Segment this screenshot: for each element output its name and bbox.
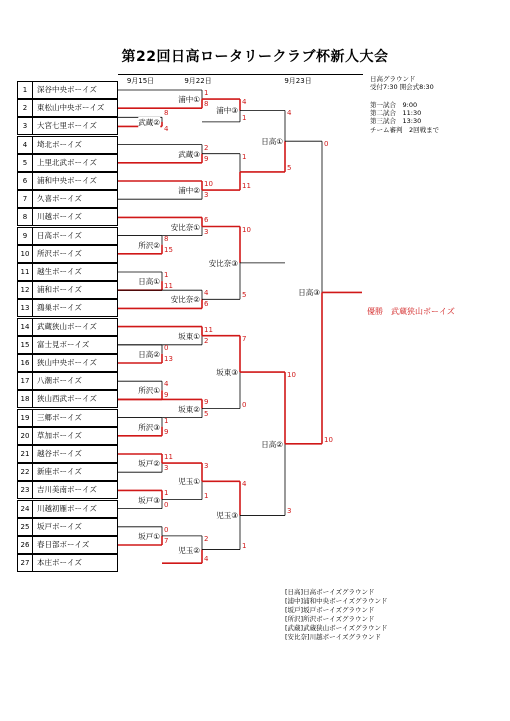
team-name: 新座ボーイズ: [37, 467, 82, 477]
team-number: 12: [18, 282, 33, 298]
page-title: 第22回日高ロータリークラブ杯新人大会: [121, 49, 389, 65]
team-name: 草加ボーイズ: [37, 430, 82, 440]
score-bottom: 1: [242, 113, 247, 122]
venue-label: 坂戸③: [138, 495, 160, 505]
team-name: 日高ボーイズ: [37, 230, 82, 240]
team-number: 26: [18, 537, 33, 553]
score-top: 4: [242, 98, 247, 107]
venue-label: 浦中③: [216, 106, 238, 116]
team-row: [17, 117, 118, 135]
venue-label: 日高①: [261, 137, 283, 147]
team-row: [17, 81, 118, 99]
team-number: 13: [18, 300, 33, 316]
team-name: 埼北ボーイズ: [37, 139, 82, 149]
score-bottom: 3: [164, 464, 169, 473]
score-top: 1: [164, 416, 169, 425]
team-name: 東松山中央ボーイズ: [37, 103, 105, 113]
score-top: 7: [242, 334, 247, 343]
score-top: 2: [204, 143, 209, 152]
team-name: 浦和中央ボーイズ: [37, 176, 97, 185]
venue-label: 浦中②: [178, 186, 200, 196]
team-number: 21: [18, 446, 33, 462]
score-top: 8: [164, 234, 169, 243]
team-row: [17, 208, 118, 226]
score-top: 1: [204, 89, 209, 97]
round-date-2: 9月22日: [184, 77, 212, 85]
score-bottom: 7: [164, 537, 169, 545]
score-bottom: 5: [287, 163, 292, 172]
team-number: 14: [18, 319, 33, 335]
score-bottom: 1: [242, 541, 247, 550]
score-bottom: 2: [204, 336, 209, 345]
team-number: 16: [18, 355, 33, 371]
info-reception: 受付7:30 開会式8:30: [370, 83, 434, 91]
venue-label: 児玉①: [178, 477, 200, 487]
team-row: [17, 372, 118, 390]
venue-label: 坂戸②: [138, 459, 160, 469]
score-top: 10: [242, 225, 251, 234]
team-name: 春日部ボーイズ: [37, 540, 90, 549]
team-number: 18: [18, 391, 33, 407]
score-top: 1: [242, 152, 247, 161]
venue-label: 安比奈③: [208, 258, 238, 268]
team-number: 9: [18, 228, 33, 244]
score-top: 2: [204, 534, 209, 543]
venue-label: 児玉②: [178, 545, 200, 555]
team-number: 23: [18, 482, 33, 498]
team-name: 坂戸ボーイズ: [37, 521, 82, 531]
score-bottom: 8: [204, 100, 209, 109]
info-schedule-4: チーム審判 2回戦まで: [370, 126, 440, 134]
team-number: 5: [18, 155, 33, 171]
team-row: [17, 172, 118, 190]
venue-label: 武蔵②: [138, 117, 160, 127]
score-bottom: 13: [164, 355, 173, 363]
score-bottom: 3: [204, 191, 209, 200]
team-number: 19: [18, 410, 33, 426]
info-schedule-1: 第一試合 9:00: [370, 101, 418, 109]
team-name: 八潮ボーイズ: [37, 376, 82, 386]
score-bottom: 5: [204, 409, 209, 418]
team-row: [17, 263, 118, 281]
team-row: [17, 318, 118, 336]
venue-label: 日高③: [298, 288, 320, 298]
venue-label: 日高②: [138, 349, 160, 359]
score-top: 0: [164, 343, 169, 352]
round-date-3: 9月23日: [284, 77, 312, 85]
team-name: 所沢ボーイズ: [37, 248, 82, 258]
venue-label: 坂東①: [178, 331, 200, 341]
team-number: 10: [18, 246, 33, 262]
venue-label: 安比奈①: [170, 222, 200, 232]
team-row: [17, 463, 118, 481]
team-row: [17, 390, 118, 408]
team-name: 久喜ボーイズ: [37, 194, 82, 204]
venue-label: 日高①: [138, 277, 160, 287]
team-number: 1: [18, 82, 33, 98]
score-bottom: 5: [242, 291, 247, 300]
team-name: 大宮七里ボーイズ: [37, 121, 97, 131]
team-name: 川越初雁ボーイズ: [37, 503, 97, 513]
score-top: 4: [164, 125, 169, 134]
score-bottom: 1: [204, 491, 209, 500]
team-number: 7: [18, 191, 33, 207]
score-bottom: 15: [164, 245, 173, 254]
champion-label: 優勝 武蔵狭山ボーイズ: [367, 307, 455, 316]
score-top: 0: [324, 140, 329, 149]
legend-item: [所沢]所沢ボーイズグラウンド: [285, 615, 375, 623]
venue-label: 日高②: [261, 439, 283, 449]
team-name: 武蔵狭山ボーイズ: [37, 321, 97, 331]
score-bottom: 3: [287, 507, 292, 516]
team-row: [17, 481, 118, 499]
score-bottom: 11: [242, 182, 251, 191]
team-number: 22: [18, 464, 33, 480]
team-name: 富士見ボーイズ: [37, 339, 90, 349]
score-top: 4: [287, 109, 292, 118]
team-row: [17, 154, 118, 172]
score-top: 9: [204, 398, 209, 407]
team-number: 15: [18, 337, 33, 353]
team-number: 4: [18, 137, 33, 153]
venue-label: 坂東③: [216, 368, 238, 378]
team-name: 越谷ボーイズ: [37, 449, 82, 458]
legend-item: [日高]日高ボーイズグラウンド: [285, 588, 375, 596]
team-number: 11: [18, 264, 33, 280]
venue-legend: [285, 588, 388, 642]
legend-item: [安比奈]川越ボーイズグラウンド: [285, 633, 382, 641]
team-name: 狭山西武ボーイズ: [37, 394, 97, 404]
score-bottom: 0: [164, 500, 169, 509]
team-number: 17: [18, 373, 33, 389]
score-top: 1: [164, 489, 169, 498]
team-row: [17, 336, 118, 354]
team-row: [17, 227, 118, 245]
score-bottom: 9: [164, 391, 169, 400]
score-bottom: 3: [204, 227, 209, 236]
score-top: 1: [164, 271, 169, 279]
venue-label: 武蔵③: [178, 149, 200, 159]
score-top: 4: [242, 480, 247, 489]
team-name: 吉川美南ボーイズ: [37, 485, 97, 495]
venue-label: 所沢②: [138, 240, 160, 250]
score-bottom: 0: [242, 400, 247, 409]
round-date-1: 9月15日: [126, 77, 155, 85]
score-top: 3: [204, 462, 209, 471]
team-row: [17, 409, 118, 427]
info-schedule-3: 第三試合 13:30: [370, 117, 422, 125]
venue-label: 浦中①: [178, 95, 200, 105]
legend-item: [浦中]浦和中央ボーイズグラウンド: [285, 597, 388, 605]
team-row: [17, 500, 118, 518]
score-bottom: 8: [164, 109, 169, 118]
team-number: 25: [18, 519, 33, 535]
score-top: 11: [204, 325, 213, 334]
team-number: 2: [18, 100, 33, 116]
team-name: 三郷ボーイズ: [37, 412, 82, 422]
score-bottom: 10: [324, 435, 333, 444]
team-name: 川越ボーイズ: [37, 212, 82, 222]
venue-label: 安比奈②: [170, 295, 200, 305]
score-top: 10: [204, 180, 213, 188]
team-row: [17, 354, 118, 372]
team-row: [17, 136, 118, 154]
team-row: [17, 281, 118, 299]
venue-label: 坂戸①: [138, 531, 160, 541]
team-row: [17, 190, 118, 208]
team-name: 深谷中央ボーイズ: [37, 85, 97, 94]
info-schedule-2: 第二試合 11:30: [370, 109, 422, 117]
team-row: [17, 536, 118, 554]
score-bottom: 6: [204, 300, 209, 309]
venue-label: 所沢③: [138, 422, 160, 432]
team-name: 狭山中央ボーイズ: [37, 358, 97, 367]
team-row: [17, 245, 118, 263]
score-top: 4: [204, 289, 209, 298]
score-top: 11: [164, 453, 173, 461]
score-bottom: 9: [164, 427, 169, 436]
team-number: 27: [18, 555, 33, 571]
venue-label: 所沢①: [138, 386, 160, 396]
venue-label: 坂東②: [178, 404, 200, 414]
team-row: [17, 299, 118, 317]
team-number: 3: [18, 118, 33, 134]
team-number: 24: [18, 501, 33, 517]
team-row: [17, 427, 118, 445]
legend-item: [武蔵]武蔵狭山ボーイズグラウンド: [285, 624, 388, 632]
legend-item: [坂戸]坂戸ボーイズグラウンド: [285, 606, 375, 614]
team-number: 20: [18, 428, 33, 444]
score-top: 10: [287, 371, 296, 380]
team-name: 本庄ボーイズ: [37, 558, 82, 568]
score-top: 6: [204, 216, 209, 225]
info-venue: 日高グラウンド: [370, 75, 416, 83]
team-row: [17, 445, 118, 463]
team-row: [17, 554, 118, 572]
score-bottom: 9: [204, 154, 209, 163]
score-top: 4: [164, 380, 169, 389]
team-name: 越生ボーイズ: [37, 267, 82, 276]
score-bottom: 11: [164, 282, 173, 291]
score-top: 0: [164, 525, 169, 534]
team-name: 浦和ボーイズ: [37, 285, 82, 295]
team-name: 上里北武ボーイズ: [37, 157, 97, 167]
team-name: 鴻巣ボーイズ: [37, 303, 82, 313]
team-row: [17, 518, 118, 536]
team-row: [17, 99, 118, 117]
team-number: 8: [18, 209, 33, 225]
team-number: 6: [18, 173, 33, 189]
venue-label: 児玉③: [216, 511, 238, 521]
score-bottom: 4: [204, 555, 209, 564]
